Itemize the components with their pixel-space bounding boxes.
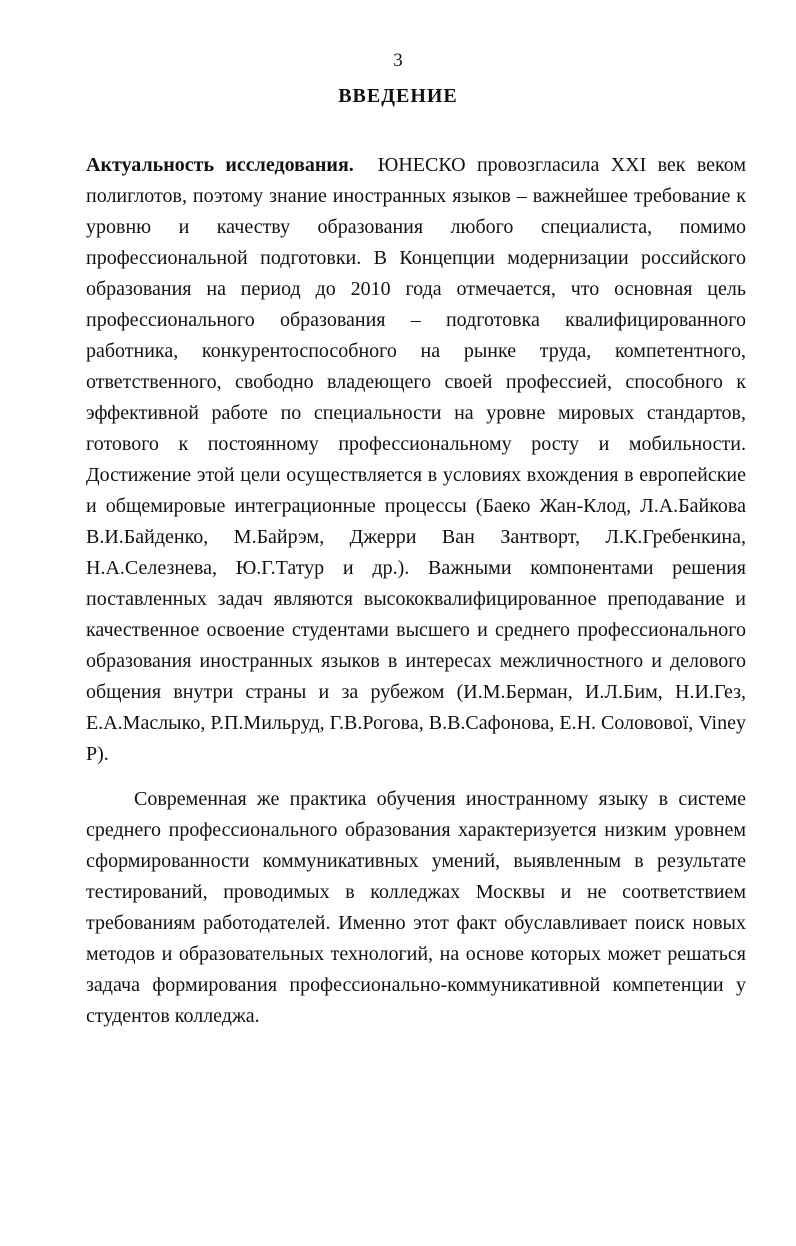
paragraph-lead: Актуальность исследования. [86,154,354,176]
section-title: ВВЕДЕНИЕ [338,85,458,107]
paragraph-practice: Современная же практика обучения иностранному языку в системе среднего профессионального образования характеризуется низким уровнем сформированности коммуникативных умений, выявленным в результате тестирований, проводимых в колледжах Москвы и не соответствием требованиям работодателей. Именно этот факт обуславливает поиск новых методов и образовательных технологий, на основе которых может решаться задача формирования профессионально-коммуникативной компетенции у студентов колледжа. [86,788,746,1027]
page-number: 3 [393,50,403,71]
body-text [86,150,746,1032]
paragraph-text: ЮНЕСКО провозгласила XXI век веком полиглотов, поэтому знание иностранных языков – важнейшее требование к уровню и качеству образования любого специалиста, помимо профессиональной подготовки. В Концепции модернизации российского образования на период до 2010 года отмечается, что основная цель профессионального образования – подготовка квалифицированного работника, конкурентоспособного на рынке труда, компетентного, ответственного, свободно владеющего своей профессией, способного к эффективной работе по специальности на уровне мировых стандартов, готового к постоянному профессиональному росту и мобильности. Достижение этой цели осуществляется в условиях вхождения в европейские и общемировые интеграционные процессы (Баеко Жан-Клод, Л.А.Байкова В.И.Байденко, М.Байрэм, Джерри Ван Зантворт, Л.К.Гребенкина, Н.А.Селезнева, Ю.Г.Татур и др.). Важными компонентами решения поставленных задач являются высококвалифицированное преподавание и качественное освоение студентами высшего и среднего профессионального образования иностранных языков в интересах межличностного и делового общения внутри страны и за рубежом (И.М.Берман, И.Л.Бим, Н.И.Гез, Е.А.Маслыко, Р.П.Мильруд, Г.В.Рогова, В.В.Сафонова, Е.Н. Соловової, Viney P). [86,154,746,765]
paragraph-relevance [86,150,746,770]
